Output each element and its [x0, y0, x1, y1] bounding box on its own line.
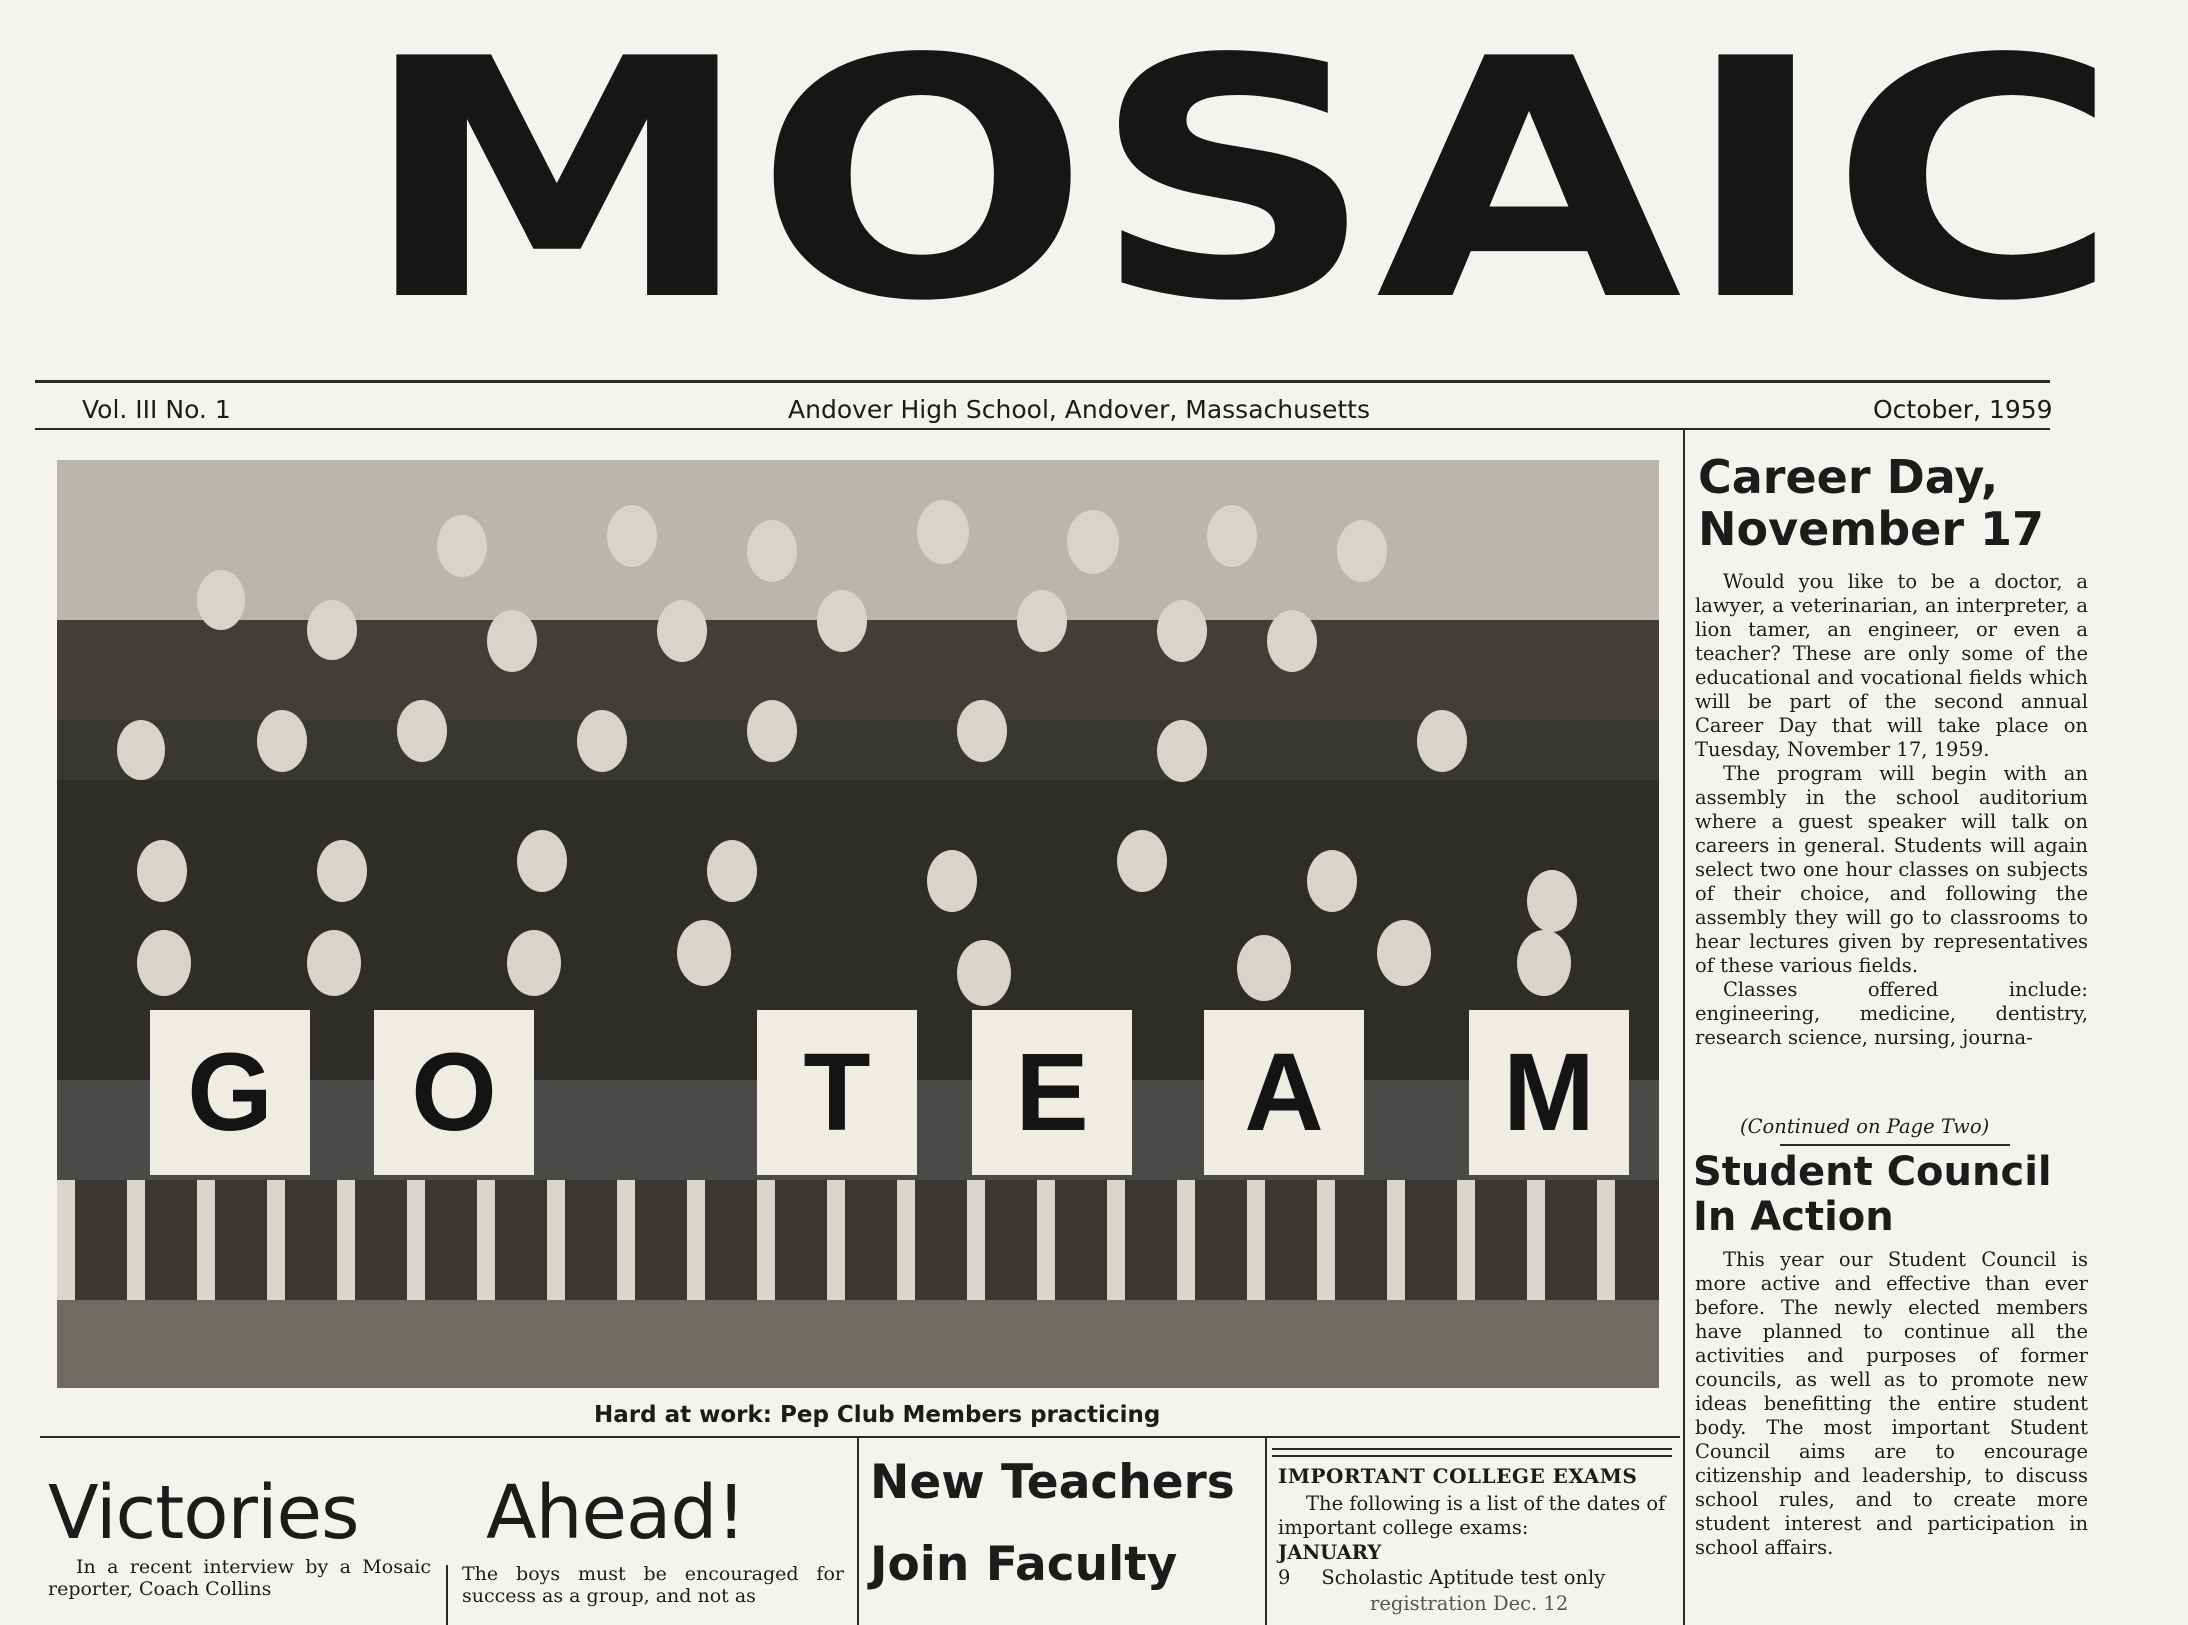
sign-letter: A [1204, 1010, 1364, 1175]
exams-box-rule [1272, 1455, 1672, 1457]
exams-month: JANUARY [1278, 1541, 1382, 1564]
bottom-section-rule [40, 1436, 1680, 1438]
face [607, 505, 657, 567]
sign-letter: T [757, 1010, 917, 1175]
sign-letter: O [374, 1010, 534, 1175]
face [317, 840, 367, 902]
student-council-article [1695, 1248, 2088, 1560]
face [957, 940, 1011, 1006]
ahead-headline: Ahead! [486, 1470, 746, 1556]
face [1527, 870, 1577, 932]
masthead-logo [300, 25, 2180, 375]
face [577, 710, 627, 772]
face [137, 840, 187, 902]
face [957, 700, 1007, 762]
photo-legs [57, 1180, 1659, 1300]
sign-letter: M [1469, 1010, 1629, 1175]
face [1337, 520, 1387, 582]
face [507, 930, 561, 996]
volume-number: Vol. III No. 1 [82, 395, 231, 424]
face [137, 930, 191, 996]
join-faculty-headline: Join Faculty [870, 1537, 1178, 1592]
face [397, 700, 447, 762]
sign-letter: E [972, 1010, 1132, 1175]
victories-article-right: The boys must be encouraged for success as a group, and not as [462, 1563, 844, 1607]
face [747, 700, 797, 762]
column-divider-right [1683, 430, 1685, 1625]
face [257, 710, 307, 772]
face [747, 520, 797, 582]
face [1517, 930, 1571, 996]
face [707, 840, 757, 902]
face [437, 515, 487, 577]
student-council-headline: Student Council In Action [1693, 1149, 2052, 1240]
face [1157, 600, 1207, 662]
career-day-paragraph: Would you like to be a doctor, a lawyer, a veterinarian, an interpreter, a lion tamer, an engineer, or even a teacher? These are only some of the educational and vocational fields which will be part of the second annual Career Day that will take place on Tuesday, November 17, 1959. [1695, 570, 2088, 761]
face [307, 600, 357, 660]
face [487, 610, 537, 672]
column-divider [1265, 1437, 1267, 1625]
exams-item: 9 Scholastic Aptitude test only [1278, 1566, 1606, 1589]
career-day-paragraph: Classes offered include: engineering, medicine, dentistry, research science, nursing, journa- [1695, 978, 2088, 1049]
short-divider [446, 1565, 448, 1625]
face [1377, 920, 1431, 986]
exams-title: IMPORTANT COLLEGE EXAMS [1278, 1464, 1638, 1488]
exams-item-cont: registration Dec. 12 [1370, 1592, 1569, 1615]
exams-box-rule [1272, 1448, 1672, 1450]
council-top-rule [1780, 1144, 2010, 1146]
face [927, 850, 977, 912]
face [517, 830, 567, 892]
career-day-headline: Career Day, November 17 [1698, 450, 2045, 556]
masthead-top-rule [35, 380, 2050, 383]
photo-caption: Hard at work: Pep Club Members practicing [594, 1402, 1161, 1428]
face [1067, 510, 1119, 574]
issue-date: October, 1959 [1873, 395, 2053, 424]
face [677, 920, 731, 986]
face [917, 500, 969, 564]
continued-note: (Continued on Page Two) [1740, 1115, 1990, 1138]
career-day-paragraph: The program will begin with an assembly in the school auditorium where a guest speaker will talk on careers in general. Students will again select two one hour classes on subjects of their choice, and following the assembly they will go to classrooms to hear lectures given by representatives of these various fields. [1695, 762, 2088, 977]
face [1267, 610, 1317, 672]
exams-intro: The following is a list of the dates of important college exams: [1278, 1492, 1666, 1539]
face [1207, 505, 1257, 567]
column-divider [857, 1437, 859, 1625]
face [1157, 720, 1207, 782]
face [1017, 590, 1067, 652]
face [1307, 850, 1357, 912]
info-bar-bottom-rule [35, 428, 2050, 430]
new-teachers-headline: New Teachers [870, 1455, 1235, 1510]
sign-letter: G [150, 1010, 310, 1175]
student-council-paragraph: This year our Student Council is more active and effective than ever before. The newly elected members have planned to continue all the activities and purposes of former councils, as well as to promote new ideas benefitting the entire student body. The most important Student Council aims are to encourage citizenship and leadership, to discuss school rules, and to create more student interest and participation in school affairs. [1695, 1248, 2088, 1559]
face [197, 570, 245, 630]
career-day-article [1695, 570, 2088, 1050]
school-location: Andover High School, Andover, Massachusetts [788, 395, 1370, 424]
face [307, 930, 361, 996]
face [117, 720, 165, 780]
face [1117, 830, 1167, 892]
face [817, 590, 867, 652]
pep-club-photo [57, 460, 1659, 1388]
victories-article-left: In a recent interview by a Mosaic reporter, Coach Collins [48, 1556, 431, 1600]
face [1237, 935, 1291, 1001]
masthead-title: MOSAIC [360, 25, 2120, 373]
victories-headline: Victories [48, 1470, 359, 1556]
face [657, 600, 707, 662]
face [1417, 710, 1467, 772]
